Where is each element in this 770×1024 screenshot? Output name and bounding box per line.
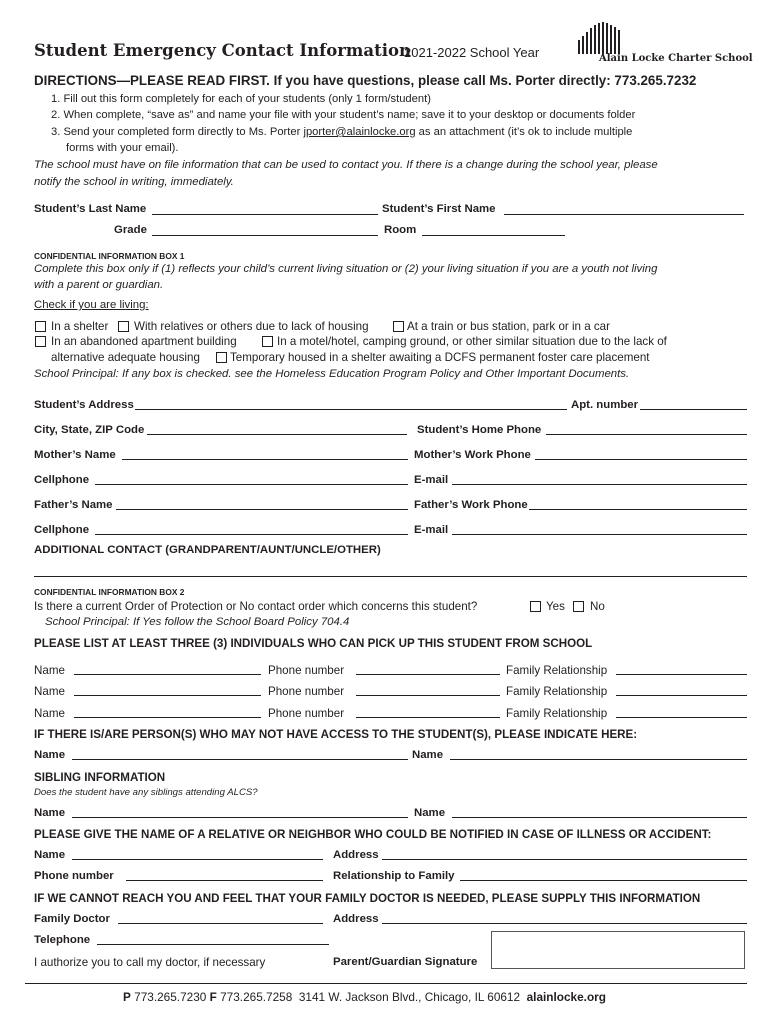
- directions-note-2: notify the school in writing, immediately.: [34, 176, 234, 188]
- direction-item-3-cont: forms with your email).: [66, 142, 179, 154]
- school-logo-icon: [578, 22, 638, 56]
- pickup-heading: PLEASE LIST AT LEAST THREE (3) INDIVIDUALS WHO CAN PICK UP THIS STUDENT FROM SCHOOL: [34, 637, 593, 650]
- mother-work-field[interactable]: [535, 459, 747, 460]
- box2-heading: CONFIDENTIAL INFORMATION BOX 2: [34, 587, 185, 597]
- footer-fax-prefix: F: [209, 990, 217, 1004]
- footer-phone: 773.265.7230: [134, 990, 207, 1004]
- check-label: Check if you are living:: [34, 299, 149, 311]
- father-cell-field[interactable]: [95, 534, 408, 535]
- doctor-address-field[interactable]: [382, 923, 747, 924]
- relative-name-label: Name: [34, 849, 66, 861]
- abandoned-checkbox[interactable]: [35, 336, 46, 347]
- room-label: Room: [384, 224, 417, 236]
- telephone-label: Telephone: [34, 934, 91, 946]
- directions-line: [34, 73, 696, 88]
- abandoned-label: In an abandoned apartment building: [51, 335, 237, 348]
- doctor-label: Family Doctor: [34, 913, 110, 925]
- father-work-label: Father’s Work Phone: [414, 499, 528, 511]
- shelter-label: In a shelter: [51, 320, 109, 333]
- sibling-name-label-2: Name: [414, 807, 446, 819]
- father-name-label: Father’s Name: [34, 499, 113, 511]
- additional-contact-field[interactable]: [34, 576, 747, 577]
- no-access-name-label-2: Name: [412, 749, 444, 761]
- pickup-relationship-field[interactable]: [616, 695, 747, 696]
- pickup-phone-field[interactable]: [356, 674, 500, 675]
- no-checkbox[interactable]: [573, 601, 584, 612]
- first-name-label: Student’s First Name: [382, 203, 496, 215]
- footer-divider: [25, 983, 747, 984]
- yes-checkbox[interactable]: [530, 601, 541, 612]
- pickup-name-field[interactable]: [74, 695, 261, 696]
- mother-name-field[interactable]: [122, 459, 408, 460]
- no-access-name-field[interactable]: [72, 759, 408, 760]
- page-title: Student Emergency Contact Information: [34, 41, 411, 60]
- direction-item-2: 2. When complete, “save as” and name your file with your student’s name; save it to your desktop or documents folder: [51, 109, 636, 121]
- mother-cell-label: Cellphone: [34, 474, 90, 486]
- sibling-name-label: Name: [34, 807, 66, 819]
- pickup-relationship-field[interactable]: [616, 717, 747, 718]
- last-name-label: Student’s Last Name: [34, 203, 147, 215]
- address-field[interactable]: [135, 409, 567, 410]
- sibling-heading: SIBLING INFORMATION: [34, 771, 166, 784]
- email-link[interactable]: jporter@alainlocke.org: [303, 126, 416, 138]
- doctor-field[interactable]: [118, 923, 323, 924]
- grade-field[interactable]: [152, 235, 378, 236]
- box2-principal-note: School Principal: If Yes follow the School Board Policy 704.4: [45, 616, 350, 628]
- doctor-address-label: Address: [333, 913, 379, 925]
- city-field[interactable]: [147, 434, 407, 435]
- relative-relationship-field[interactable]: [460, 880, 747, 881]
- pickup-phone-label: Phone number: [268, 664, 345, 677]
- mother-cell-field[interactable]: [95, 484, 408, 485]
- relative-address-label: Address: [333, 849, 379, 861]
- sibling-name-field-2[interactable]: [452, 817, 747, 818]
- station-checkbox[interactable]: [393, 321, 404, 332]
- yes-label: Yes: [546, 600, 565, 613]
- motel-label: In a motel/hotel, camping ground, or other similar situation due to the lack of: [277, 335, 667, 348]
- no-access-name-field-2[interactable]: [450, 759, 747, 760]
- direction-item-3-tail: as an attachment (it’s ok to include multiple: [418, 126, 633, 138]
- pickup-phone-label: Phone number: [268, 685, 345, 698]
- authorize-text: I authorize you to call my doctor, if necessary: [34, 956, 266, 969]
- pickup-phone-field[interactable]: [356, 717, 500, 718]
- last-name-field[interactable]: [152, 214, 378, 215]
- relative-name-field[interactable]: [72, 859, 323, 860]
- no-access-heading: IF THERE IS/ARE PERSON(S) WHO MAY NOT HAVE ACCESS TO THE STUDENT(S), PLEASE INDICATE HERE:: [34, 728, 638, 741]
- pickup-name-field[interactable]: [74, 717, 261, 718]
- box1-principal-note: School Principal: If any box is checked. see the Homeless Education Program Policy and Other Important Documents.: [34, 368, 630, 380]
- sibling-name-field[interactable]: [72, 817, 408, 818]
- apt-label: Apt. number: [571, 399, 639, 411]
- pickup-phone-field[interactable]: [356, 695, 500, 696]
- pickup-name-label: Name: [34, 664, 65, 677]
- dcfs-label: Temporary housed in a shelter awaiting a DCFS permanent foster care placement: [230, 351, 650, 364]
- school-name: Alain Locke Charter School: [599, 53, 753, 64]
- footer-website[interactable]: alainlocke.org: [526, 990, 606, 1004]
- no-label: No: [590, 600, 605, 613]
- home-phone-label: Student’s Home Phone: [417, 424, 542, 436]
- relative-phone-field[interactable]: [126, 880, 323, 881]
- shelter-checkbox[interactable]: [35, 321, 46, 332]
- box2-question: Is there a current Order of Protection or No contact order which concerns this student?: [34, 600, 478, 613]
- telephone-field[interactable]: [97, 944, 329, 945]
- doctor-heading: IF WE CANNOT REACH YOU AND FEEL THAT YOUR FAMILY DOCTOR IS NEEDED, PLEASE SUPPLY THIS INFORMATION: [34, 892, 701, 905]
- box1-heading: CONFIDENTIAL INFORMATION BOX 1: [34, 251, 185, 261]
- relative-phone-label: Phone number: [34, 870, 114, 882]
- relative-relationship-label: Relationship to Family: [333, 870, 455, 882]
- footer: [123, 990, 606, 1004]
- mother-name-label: Mother’s Name: [34, 449, 116, 461]
- dcfs-checkbox[interactable]: [216, 352, 227, 363]
- city-label: City, State, ZIP Code: [34, 424, 145, 436]
- apt-field[interactable]: [640, 409, 747, 410]
- relatives-checkbox[interactable]: [118, 321, 129, 332]
- direction-item-3: [51, 126, 632, 138]
- mother-email-label: E-mail: [414, 474, 449, 486]
- school-year: 2021-2022 School Year: [404, 45, 540, 60]
- relative-address-field[interactable]: [382, 859, 747, 860]
- pickup-relationship-label: Family Relationship: [506, 707, 608, 720]
- father-name-field[interactable]: [116, 509, 408, 510]
- box1-desc-1: Complete this box only if (1) reflects your child’s current living situation or (2) your living situation if you are a youth not living: [34, 263, 658, 275]
- grade-label: Grade: [114, 224, 147, 236]
- sibling-question: Does the student have any siblings attending ALCS?: [34, 787, 258, 798]
- pickup-name-label: Name: [34, 685, 65, 698]
- address-label: Student’s Address: [34, 399, 134, 411]
- relatives-label: With relatives or others due to lack of housing: [134, 320, 369, 333]
- father-cell-label: Cellphone: [34, 524, 90, 536]
- first-name-field[interactable]: [504, 214, 744, 215]
- father-email-field[interactable]: [452, 534, 747, 535]
- pickup-name-field[interactable]: [74, 674, 261, 675]
- father-work-field[interactable]: [529, 509, 747, 510]
- footer-address: 3141 W. Jackson Blvd., Chicago, IL 60612: [298, 990, 521, 1004]
- mother-work-label: Mother’s Work Phone: [414, 449, 531, 461]
- relative-heading: PLEASE GIVE THE NAME OF A RELATIVE OR NEIGHBOR WHO COULD BE NOTIFIED IN CASE OF ILLNESS OR ACCIDENT:: [34, 828, 712, 841]
- no-access-name-label: Name: [34, 749, 66, 761]
- pickup-relationship-label: Family Relationship: [506, 664, 608, 677]
- box1-desc-2: with a parent or guardian.: [34, 279, 164, 291]
- direction-item-3-text: 3. Send your completed form directly to Ms. Porter: [51, 126, 301, 138]
- pickup-relationship-label: Family Relationship: [506, 685, 608, 698]
- footer-fax: 773.265.7258: [220, 990, 293, 1004]
- signature-label: Parent/Guardian Signature: [333, 956, 478, 968]
- directions-question: If you have questions, please call Ms. Porter directly: 773.265.7232: [273, 73, 697, 88]
- alternative-housing-label: alternative adequate housing: [51, 351, 200, 364]
- pickup-name-label: Name: [34, 707, 65, 720]
- directions-heading: DIRECTIONS—PLEASE READ FIRST.: [34, 73, 270, 88]
- room-field[interactable]: [422, 235, 565, 236]
- mother-email-field[interactable]: [452, 484, 747, 485]
- father-email-label: E-mail: [414, 524, 449, 536]
- signature-box[interactable]: [491, 931, 745, 969]
- station-label: At a train or bus station, park or in a car: [407, 320, 610, 333]
- directions-note-1: The school must have on file information that can be used to contact you. If there is a change during the school year, please: [34, 159, 658, 171]
- additional-contact-label: ADDITIONAL CONTACT (GRANDPARENT/AUNT/UNCLE/OTHER): [34, 544, 381, 556]
- pickup-relationship-field[interactable]: [616, 674, 747, 675]
- home-phone-field[interactable]: [546, 434, 747, 435]
- footer-phone-prefix: P: [123, 990, 131, 1004]
- motel-checkbox[interactable]: [262, 336, 273, 347]
- direction-item-1: 1. Fill out this form completely for each of your students (only 1 form/student): [51, 93, 431, 105]
- pickup-phone-label: Phone number: [268, 707, 345, 720]
